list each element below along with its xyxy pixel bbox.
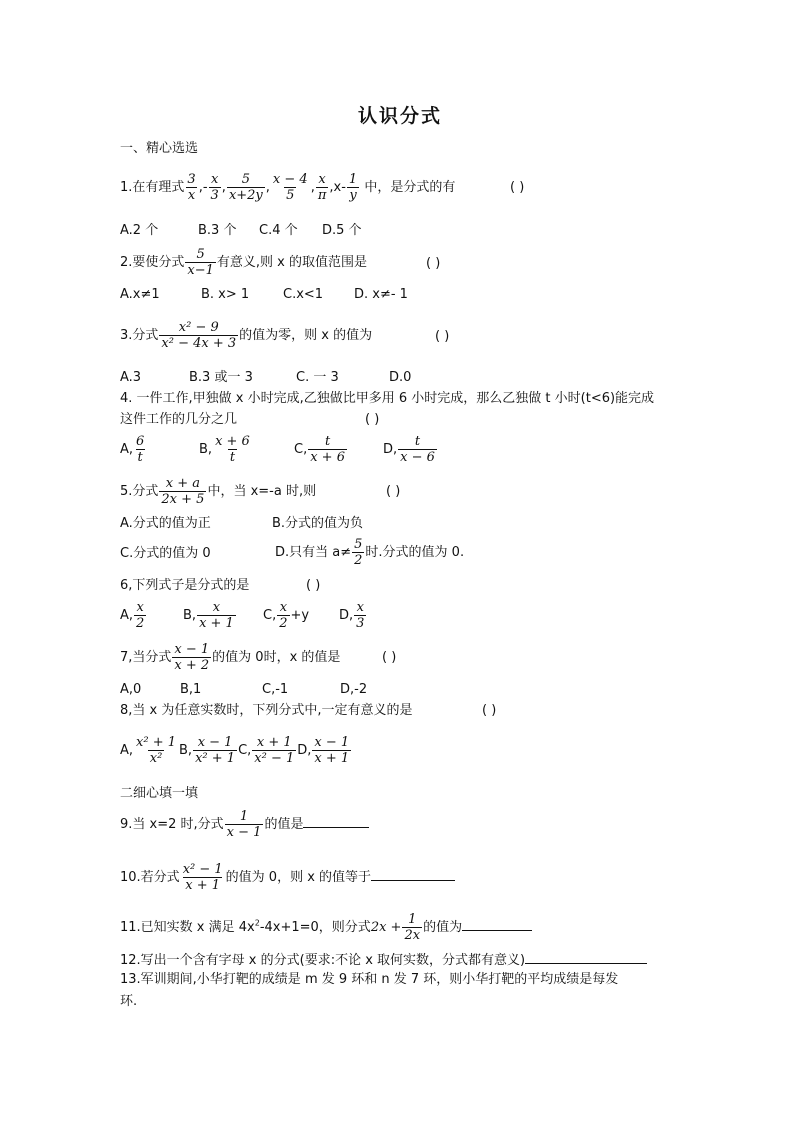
q6-option-c: C, $\frac{x}{2}$ +y [263,600,310,631]
q8-option-b: B, $\frac{x - 1}{\text{x² + 1}}$ [179,735,236,766]
q11-answer-blank[interactable] [462,918,532,931]
q3-option-a: A.3 [120,370,142,385]
page-title: 认识分式 [358,105,443,127]
question-1: 1.在有理式 $\frac{3}{x}$ ,- $\frac{x}{3}$ , $\frac{5}{x+2y}$ , $\frac{x - 4}{5}$ , $\frac{x}{\pi}$ ,x- $\frac{1}{y}$ 中，是分式的有 [120,172,456,203]
q4-option-b: B, $\frac{x + 6}{t}$ [199,434,250,465]
q7-option-c: C,-1 [262,682,289,697]
q1-fraction-1: $\frac{3}{x}$ [187,172,196,203]
q7-option-a: A,0 [120,682,142,697]
q1-fraction-6: $\frac{1}{y}$ [348,172,358,203]
q2-option-d: D. x≠- 1 [354,287,408,302]
q1-fraction-3: $\frac{5}{x+2y}$ [228,172,263,203]
q6-option-a: A, $\frac{x}{2}$ [120,600,145,631]
q1-option-d: D.5 个 [322,223,362,238]
section-heading-choice: 一、精心选选 [120,141,199,156]
q1-option-c: C.4 个 [259,223,298,238]
q6-answer-paren: ( ) [306,578,321,593]
q4-answer-paren: ( ) [365,412,380,427]
q1-fraction-2: $\frac{x}{3}$ [210,172,219,203]
q3-answer-paren: ( ) [435,329,450,344]
question-5: 5.分式 $\frac{x + a}{2x + 5}$ 中，当 x=-a 时,则 [120,476,317,507]
q6-option-d: D, $\frac{x}{3}$ [339,600,365,631]
section-heading-fill: 二细心填一填 [120,786,199,801]
q8-option-a: A, $\frac{\text{x² + 1}}{\text{x²}}$ [120,735,177,766]
question-10: 10.若分式 $\frac{\text{x² − 1}}{x + 1}$ 的值为 0，则 x 的值等于 [120,860,455,896]
q13-line2: 环. [120,994,138,1009]
q5-option-a: A.分式的值为正 [120,516,211,531]
q9-answer-blank[interactable] [303,815,369,828]
q1-answer-paren: ( ) [510,180,525,195]
q6-option-b: B, $\frac{x}{x + 1}$ [183,600,234,631]
q1-option-b: B.3 个 [198,223,237,238]
question-12: 12.写出一个含有字母 x 的分式(要求:不论 x 取何实数，分式都有意义) [120,951,647,969]
q4-stem-line1: 4. 一件工作,甲独做 x 小时完成,乙独做比甲多用 6 小时完成，那么乙独做 t 小时(t<6)能完成 [120,391,655,406]
q3-option-c: C. 一 3 [296,370,339,385]
q2-option-b: B. x> 1 [201,287,250,302]
q3-fraction: $\frac{\text{x² − 9}}{\text{x² − 4x + 3}}$ [161,320,237,351]
q1-prefix: 1.在有理式 [120,180,185,195]
q5-option-c: C.分式的值为 0 [120,546,211,561]
q2-option-c: C.x<1 [283,287,324,302]
q7-option-b: B,1 [180,682,202,697]
q5-answer-paren: ( ) [386,484,401,499]
q8-stem: 8,当 x 为任意实数时，下列分式中,一定有意义的是 [120,703,413,718]
q6-stem: 6,下列式子是分式的是 [120,578,250,593]
q2-option-a: A.x≠1 [120,287,160,302]
question-9: 9.当 x=2 时,分式 $\frac{1}{x - 1}$ 的值是 [120,807,369,843]
q3-option-d: D.0 [389,370,412,385]
q4-option-a: A, $\frac{6}{t}$ [120,434,145,465]
q5-fraction: $\frac{x + a}{2x + 5}$ [161,476,205,507]
q1-fraction-5: $\frac{x}{\pi}$ [317,172,327,203]
q1-fraction-4: $\frac{x - 4}{5}$ [272,172,308,203]
q7-fraction: $\frac{x - 1}{x + 2}$ [174,642,210,673]
q5-option-b: B.分式的值为负 [272,516,364,531]
q7-option-d: D,-2 [340,682,368,697]
q4-option-d: D, $\frac{t}{x - 6}$ [383,434,435,465]
q4-stem-line2: 这件工作的几分之几 [120,412,238,427]
q12-answer-blank[interactable] [525,951,647,964]
question-7: 7,当分式 $\frac{x - 1}{x + 2}$ 的值为 0时，x 的值是 [120,642,341,673]
q8-answer-paren: ( ) [482,703,497,718]
q10-answer-blank[interactable] [371,868,455,881]
q7-answer-paren: ( ) [382,650,397,665]
q4-option-c: C, $\frac{t}{x + 6}$ [294,434,345,465]
question-3: 3.分式 $\frac{\text{x² − 9}}{\text{x² − 4x + 3}}$ 的值为零，则 x 的值为 [120,320,373,351]
q1-option-a: A.2 个 [120,223,159,238]
question-2: 2.要使分式 $\frac{5}{x-1}$ 有意义,则 x 的取值范围是 [120,247,367,278]
q3-option-b: B.3 或一 3 [189,370,253,385]
q2-fraction: $\frac{5}{x-1}$ [187,247,214,278]
q2-answer-paren: ( ) [426,256,441,271]
q13-line1: 13.军训期间,小华打靶的成绩是 m 发 9 环和 n 发 7 环，则小华打靶的平均成绩是每发 [120,972,619,987]
q1-suffix: 中，是分式的有 [364,180,456,195]
q8-option-c: C, $\frac{x + 1}{\text{x² − 1}}$ [238,735,295,766]
q8-options [120,733,352,769]
q8-option-d: D, $\frac{x - 1}{x + 1}$ [297,735,350,766]
q5-option-d: D.只有当 a≠ $\frac{5}{2}$ 时.分式的值为 0. [275,537,465,568]
question-11: 11.已知实数 x 满足 $4x^2-4x+1=0$，则分式2x + $\frac{1}{2x}$ 的值为 [120,910,532,946]
